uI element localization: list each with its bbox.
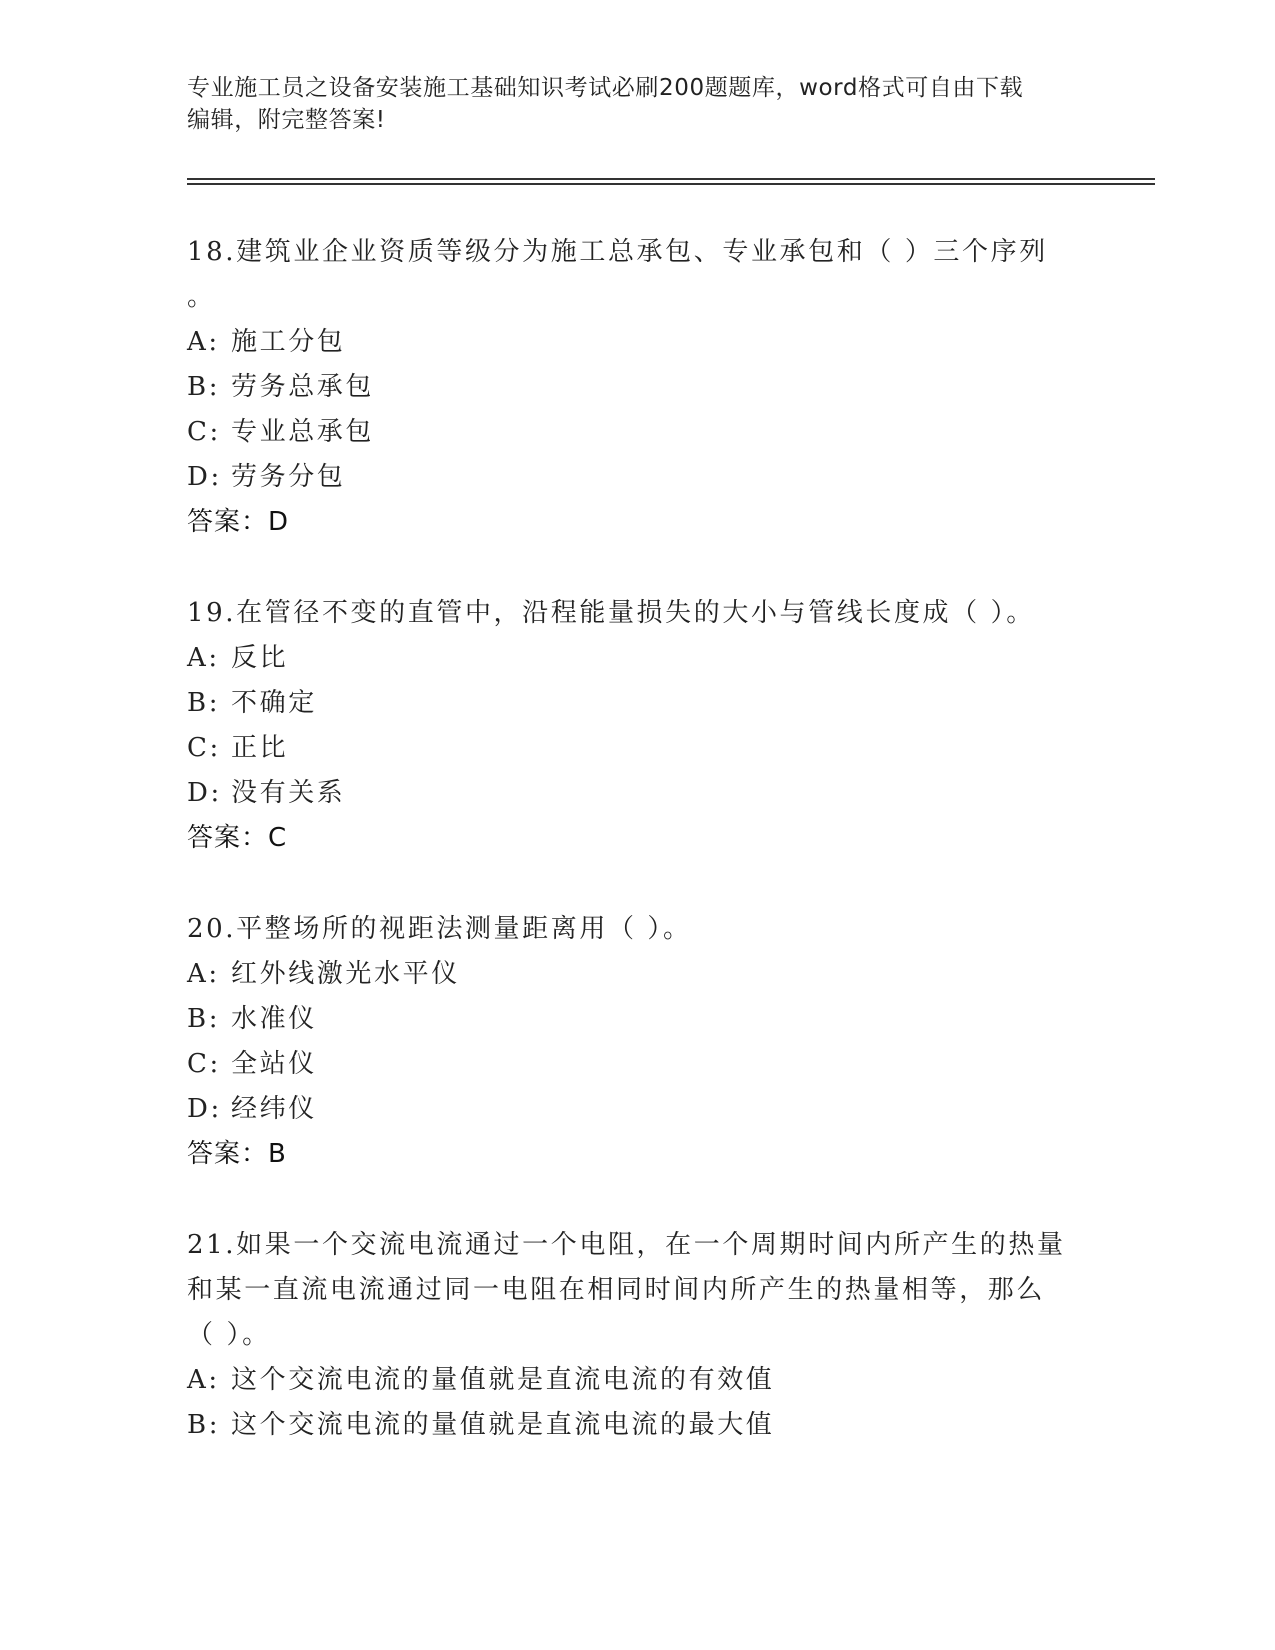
option-d xyxy=(187,455,1087,500)
question-stem-line: 18.建筑业企业资质等级分为施工总承包、专业承包和（ ）三个序列 xyxy=(187,237,1048,267)
document-header xyxy=(187,72,1087,136)
option-text: 水准仪 xyxy=(231,1004,317,1034)
option-text: 专业总承包 xyxy=(231,417,375,447)
question-stem-line: 20.平整场所的视距法测量距离用（ ）。 xyxy=(187,914,692,944)
option-text: 施工分包 xyxy=(231,327,346,357)
option-letter: C: xyxy=(187,733,221,763)
question-stem-line: 和某一直流电流通过同一电阻在相同时间内所产生的热量相等，那么 xyxy=(187,1275,1046,1305)
question-21 xyxy=(187,1223,1087,1448)
option-text: 这个交流电流的量值就是直流电流的最大值 xyxy=(231,1410,775,1440)
option-letter: D: xyxy=(187,462,222,492)
option-c xyxy=(187,410,1087,455)
option-d xyxy=(187,771,1087,816)
option-a xyxy=(187,636,1087,681)
option-text: 劳务分包 xyxy=(231,462,346,492)
option-b xyxy=(187,1403,1087,1448)
option-c xyxy=(187,1042,1087,1087)
option-text: 反比 xyxy=(231,643,289,673)
option-text: 没有关系 xyxy=(231,778,346,808)
option-letter: C: xyxy=(187,1049,221,1079)
option-a xyxy=(187,952,1087,997)
option-letter: B: xyxy=(187,1410,221,1440)
question-19 xyxy=(187,591,1087,861)
question-18 xyxy=(187,230,1087,545)
option-text: 正比 xyxy=(231,733,289,763)
answer-line: 答案：D xyxy=(187,507,290,537)
option-letter: C: xyxy=(187,417,221,447)
answer-line: 答案：C xyxy=(187,823,288,853)
question-stem-line: （ ）。 xyxy=(187,1320,271,1350)
question-stem-line: 。 xyxy=(187,282,216,312)
option-b xyxy=(187,997,1087,1042)
option-letter: A: xyxy=(187,643,220,673)
option-b xyxy=(187,365,1087,410)
option-letter: A: xyxy=(187,327,220,357)
option-letter: A: xyxy=(187,1365,220,1395)
option-text: 经纬仪 xyxy=(231,1094,317,1124)
question-list xyxy=(187,230,1087,1494)
question-20 xyxy=(187,907,1087,1177)
header-line-2: 编辑，附完整答案! xyxy=(187,107,386,133)
option-d xyxy=(187,1087,1087,1132)
option-text: 红外线激光水平仪 xyxy=(231,959,460,989)
option-text: 全站仪 xyxy=(231,1049,317,1079)
option-a xyxy=(187,320,1087,365)
option-letter: B: xyxy=(187,372,221,402)
question-stem-line: 19.在管径不变的直管中，沿程能量损失的大小与管线长度成（ ）。 xyxy=(187,598,1035,628)
option-letter: D: xyxy=(187,1094,222,1124)
option-b xyxy=(187,681,1087,726)
answer-line: 答案：B xyxy=(187,1139,287,1169)
option-letter: D: xyxy=(187,778,222,808)
option-c xyxy=(187,726,1087,771)
header-line-1: 专业施工员之设备安装施工基础知识考试必刷200题题库，word格式可自由下载 xyxy=(187,75,1024,101)
header-divider-top xyxy=(187,178,1155,180)
header-divider-bottom xyxy=(187,183,1155,185)
option-letter: B: xyxy=(187,688,221,718)
option-a xyxy=(187,1358,1087,1403)
option-letter: B: xyxy=(187,1004,221,1034)
option-text: 这个交流电流的量值就是直流电流的有效值 xyxy=(231,1365,775,1395)
option-text: 劳务总承包 xyxy=(231,372,375,402)
question-stem-line: 21.如果一个交流电流通过一个电阻，在一个周期时间内所产生的热量 xyxy=(187,1230,1066,1260)
option-letter: A: xyxy=(187,959,220,989)
option-text: 不确定 xyxy=(231,688,317,718)
